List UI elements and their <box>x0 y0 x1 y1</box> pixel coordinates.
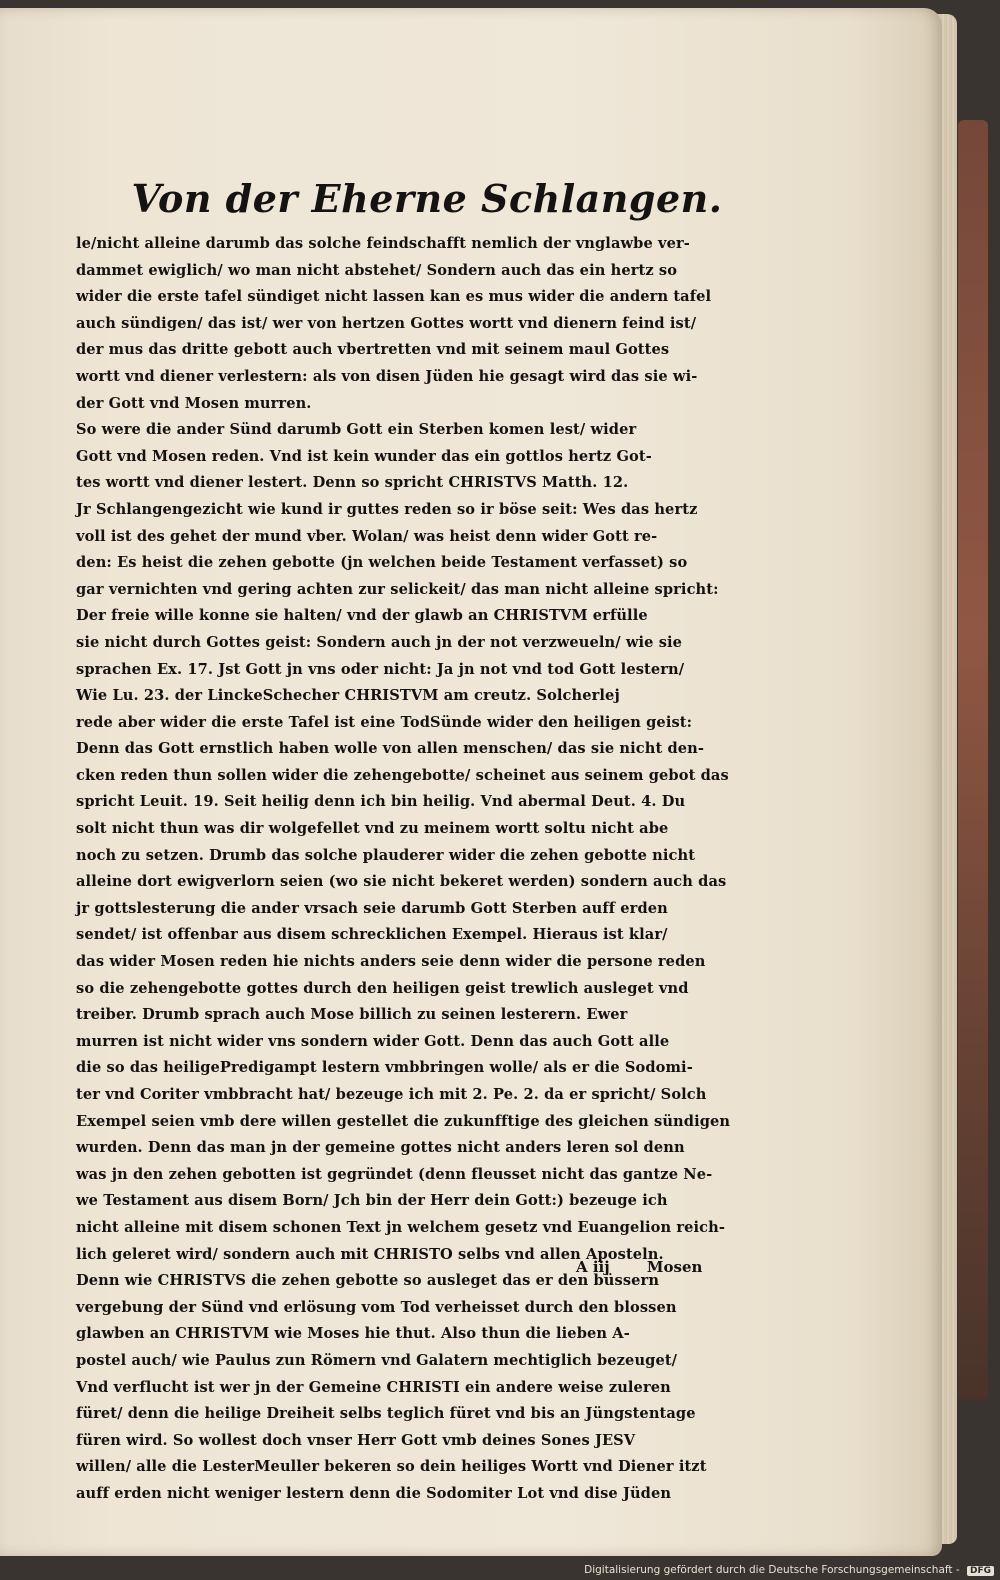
text-line: lich geleret wird/ sondern auch mit CHRISTO selbs vnd allen Aposteln. <box>76 1245 664 1263</box>
text-line: Der freie wille konne sie halten/ vnd der glawb an CHRISTVM erfülle <box>76 607 648 625</box>
text-line: tes wortt vnd diener lestert. Denn so spricht CHRISTVS Matth. 12. <box>76 474 629 492</box>
text-line: spricht Leuit. 19. Seit heilig denn ich bin heilig. Vnd abermal Deut. 4. Du <box>76 793 686 811</box>
text-line: so die zehengebotte gottes durch den heiligen geist trewlich ausleget vnd <box>76 979 689 997</box>
text-line: Exempel seien vmb dere willen gestellet die zukunfftige des gleichen sündigen <box>76 1112 731 1130</box>
text-line: füren wird. So wollest doch vnser Herr Gott vmb deines Sones JESV <box>76 1431 636 1449</box>
text-line: treiber. Drumb sprach auch Mose billich zu seinen lesterern. Ewer <box>76 1006 628 1024</box>
text-line: sendet/ ist offenbar aus disem schrecklichen Exempel. Hieraus ist klar/ <box>76 926 668 944</box>
text-line: dammet ewiglich/ wo man nicht abstehet/ Sondern auch das ein hertz so <box>76 261 678 279</box>
credit-text: Digitalisierung gefördert durch die Deutsche Forschungsgemeinschaft - <box>584 1564 960 1576</box>
text-line: Wie Lu. 23. der LinckeSchecher CHRISTVM am creutz. Solcherlej <box>76 687 620 705</box>
text-line: le/nicht alleine darumb das solche feindschafft nemlich der vnglawbe ver- <box>76 235 690 252</box>
text-line: füret/ denn die heilige Dreiheit selbs teglich füret vnd bis an Jüngstentage <box>76 1405 696 1423</box>
text-line: auff erden nicht weniger lestern denn die Sodomiter Lot vnd dise Jüden <box>76 1484 672 1502</box>
book-edge-stain <box>958 120 988 1400</box>
text-line: wortt vnd diener verlestern: als von disen Jüden hie gesagt wird das sie wi- <box>76 367 698 385</box>
text-line: alleine dort ewigverlorn seien (wo sie nicht bekeret werden) sondern auch das <box>76 873 727 891</box>
book-page <box>0 8 942 1556</box>
text-block <box>76 173 748 1502</box>
text-line: der mus das dritte gebott auch vbertretten vnd mit seinem maul Gottes <box>76 341 670 359</box>
text-line: Gott vnd Mosen reden. Vnd ist kein wunder das ein gottlos hertz Got- <box>76 447 652 465</box>
text-line: jr gottslesterung die ander vrsach seie darumb Gott Sterben auff erden <box>76 899 668 917</box>
text-line: Denn das Gott ernstlich haben wolle von allen menschen/ das sie nicht den- <box>76 740 705 758</box>
text-line: was jn den zehen gebotten ist gegründet (denn fleusset nicht das gantze Ne- <box>76 1165 713 1183</box>
text-line: we Testament aus disem Born/ Jch bin der Herr dein Gott:) bezeuge ich <box>76 1192 668 1210</box>
catchword: Mosen <box>646 1258 703 1276</box>
signature-mark: A iij <box>576 1258 610 1276</box>
body-text <box>76 231 748 1508</box>
text-line: Jr Schlangengezicht wie kund ir guttes reden so ir böse seit: Wes das hertz <box>76 500 698 518</box>
text-line: rede aber wider die erste Tafel ist eine TodSünde wider den heiligen geist: <box>76 713 693 731</box>
text-line: wurden. Denn das man jn der gemeine gottes nicht anders leren sol denn <box>76 1139 685 1157</box>
text-line: solt nicht thun was dir wolgefellet vnd zu meinem wortt soltu nicht abe <box>76 820 669 838</box>
text-line: das wider Mosen reden hie nichts anders seie denn wider die persone reden <box>76 953 706 971</box>
text-line: den: Es heist die zehen gebotte (jn welchen beide Testament verfasset) so <box>76 554 688 572</box>
text-line: sprachen Ex. 17. Jst Gott jn vns oder nicht: Ja jn not vnd tod Gott lestern/ <box>76 660 685 678</box>
text-line: gar vernichten vnd gering achten zur selickeit/ das man nicht alleine spricht: <box>76 580 719 598</box>
text-line: noch zu setzen. Drumb das solche plauderer wider die zehen gebotte nicht <box>76 846 696 864</box>
page-heading: Von der Eherne Schlangen. <box>131 176 723 221</box>
text-line: nicht alleine mit disem schonen Text jn welchem gesetz vnd Euangelion reich- <box>76 1218 726 1236</box>
text-line: wider die erste tafel sündiget nicht lassen kan es mus wider die andern tafel <box>76 288 712 306</box>
page-footer <box>576 1255 746 1279</box>
text-line: cken reden thun sollen wider die zehengebotte/ scheinet aus seinem gebot das <box>76 766 729 784</box>
text-line: willen/ alle die LesterMeuller bekeren so dein heiliges Wortt vnd Diener itzt <box>76 1458 707 1476</box>
text-line: die so das heiligePredigampt lestern vmbbringen wolle/ als er die Sodomi- <box>76 1059 693 1077</box>
digitization-credit <box>584 1564 994 1576</box>
text-line: voll ist des gehet der mund vber. Wolan/ was heist denn wider Gott re- <box>76 527 658 545</box>
text-line: murren ist nicht wider vns sondern wider Gott. Denn das auch Gott alle <box>76 1032 670 1050</box>
text-line: vergebung der Sünd vnd erlösung vom Tod verheisset durch den blossen <box>76 1298 677 1316</box>
text-line: So were die ander Sünd darumb Gott ein Sterben komen lest/ wider <box>76 421 637 439</box>
dfg-logo: DFG <box>967 1566 994 1576</box>
text-line: ter vnd Coriter vmbbracht hat/ bezeuge ich mit 2. Pe. 2. da er spricht/ Solch <box>76 1086 707 1103</box>
text-line: Denn wie CHRISTVS die zehen gebotte so ausleget das er den büssern <box>76 1272 660 1290</box>
text-line: auch sündigen/ das ist/ wer von hertzen Gottes wortt vnd dienern feind ist/ <box>76 314 697 332</box>
text-line: glawben an CHRISTVM wie Moses hie thut. Also thun die lieben A- <box>76 1325 630 1343</box>
text-line: sie nicht durch Gottes geist: Sondern auch jn der not verzweueln/ wie sie <box>76 633 683 651</box>
text-line: Vnd verflucht ist wer jn der Gemeine CHRISTI ein andere weise zuleren <box>76 1378 671 1396</box>
text-line: postel auch/ wie Paulus zun Römern vnd Galatern mechtiglich bezeuget/ <box>76 1351 678 1369</box>
text-line: der Gott vnd Mosen murren. <box>76 394 312 412</box>
